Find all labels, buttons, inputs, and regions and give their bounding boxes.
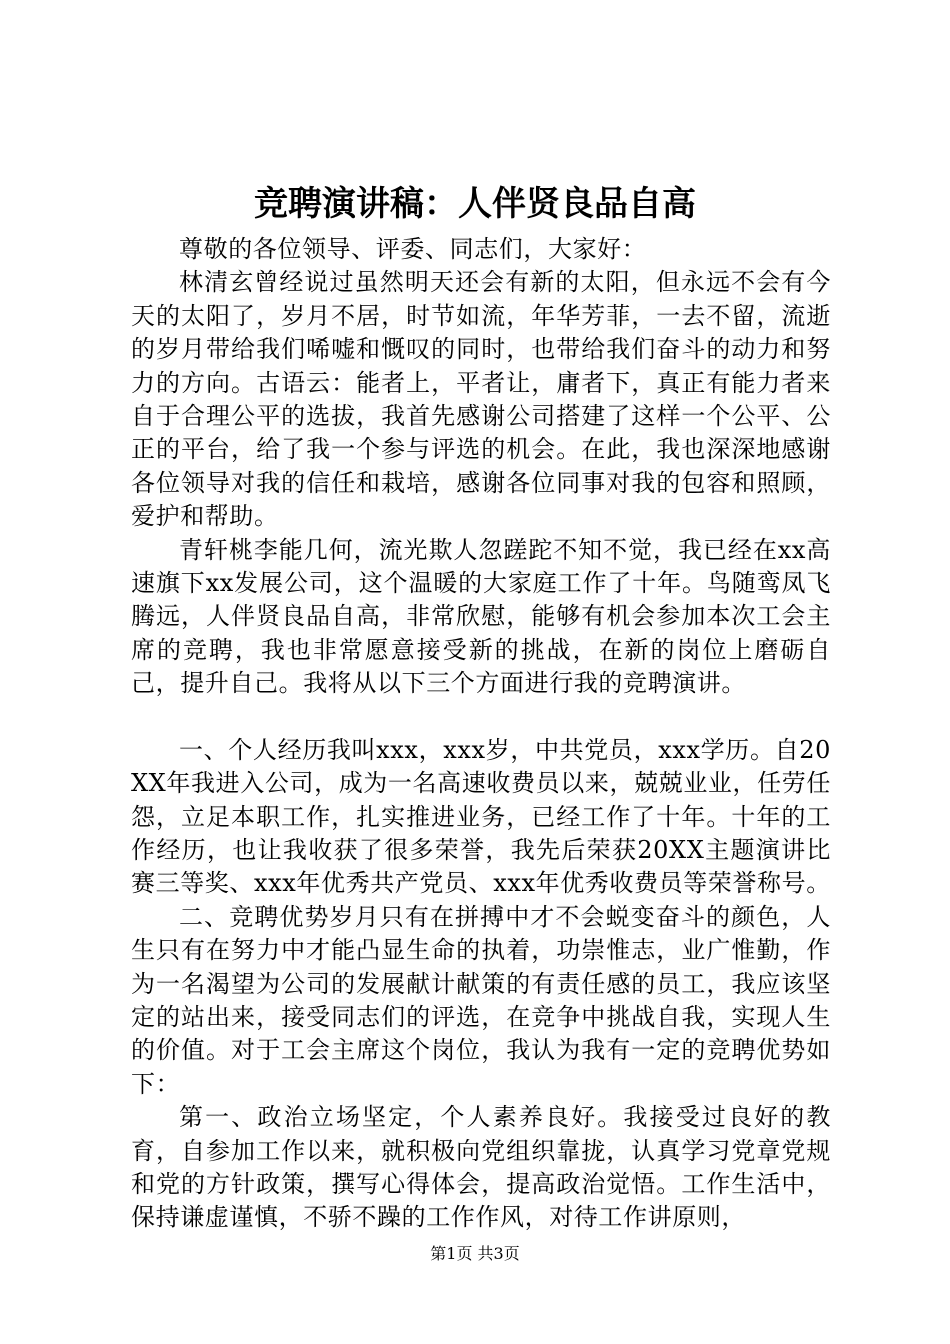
paragraph-greeting: 尊敬的各位领导、评委、同志们，大家好： [179,235,647,263]
paragraph-personal-experience: 一、个人经历我叫xxx，xxx岁，中共党员，xxx学历。自20XX年我进入公司，成为一名高速收费员以来，兢兢业业，任劳任怨，立足本职工作，扎实推进业务，已经工作了十年。十年的工作经历，也让我收获了很多荣誉，我先后荣获20XX主题演讲比赛三等奖、xxx年优秀共产党员、xxx年优秀收费员等荣誉称号。 [131,735,831,898]
paragraph-opening: 林清玄曾经说过虽然明天还会有新的太阳，但永远不会有今天的太阳了，岁月不居，时节如流，年华芳菲，一去不留，流逝的岁月带给我们唏嘘和慨叹的同时，也带给我们奋斗的动力和努力的方向。古语云：能者上，平者让，庸者下，真正有能力者来自于合理公平的选拔，我首先感谢公司搭建了这样一个公平、公正的平台，给了我一个参与评选的机会。在此，我也深深地感谢各位领导对我的信任和栽培，感谢各位同事对我的包容和照顾，爱护和帮助。 [131,268,831,531]
document-title: 竞聘演讲稿：人伴贤良品自高 [254,184,696,224]
paragraph-introduction: 青轩桃李能几何，流光欺人忽蹉跎不知不觉，我已经在xx高速旗下xx发展公司，这个温暖的大家庭工作了十年。鸟随鸾凤飞腾远，人伴贤良品自高，非常欣慰，能够有机会参加本次工会主席的竞聘，我也非常愿意接受新的挑战，在新的岗位上磨砺自己，提升自己。我将从以下三个方面进行我的竞聘演讲。 [131,535,831,698]
paragraph-competitive-advantages: 二、竞聘优势岁月只有在拼搏中才不会蜕变奋斗的颜色，人生只有在努力中才能凸显生命的执着，功崇惟志，业广惟勤，作为一名渴望为公司的发展献计献策的有责任感的员工，我应该坚定的站出来，接受同志们的评选，在竞争中挑战自我，实现人生的价值。对于工会主席这个岗位，我认为我有一定的竞聘优势如下： [131,902,831,1098]
document-body [131,233,831,1235]
page-indicator: 第1页 共3页 [430,1244,520,1263]
paragraph-first-advantage: 第一、政治立场坚定，个人素养良好。我接受过良好的教育，自参加工作以来，就积极向党组织靠拢，认真学习党章党规和党的方针政策，撰写心得体会，提高政治觉悟。工作生活中，保持谦虚谨慎，不骄不躁的工作作风，对待工作讲原则， [131,1103,831,1232]
